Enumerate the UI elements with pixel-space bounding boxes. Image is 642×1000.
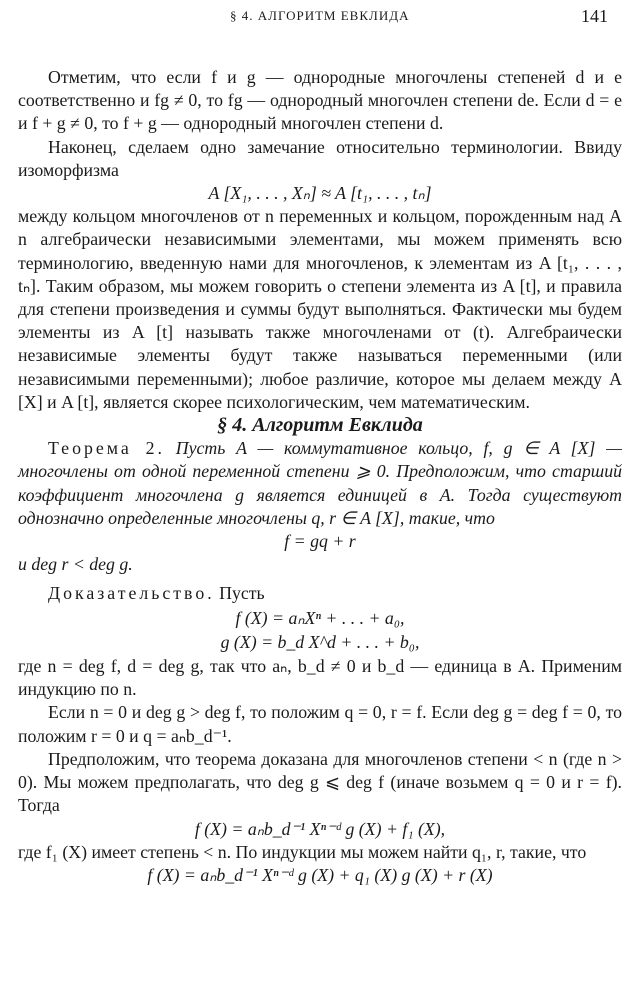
formula-f: f (X) = aₙXⁿ + . . . + a₀,	[235, 607, 405, 628]
formula-isomorphism: A [X₁, . . . , Xₙ] ≈ A [t₁, . . . , tₙ]	[208, 183, 432, 204]
formula-division: f = gq + r	[284, 531, 356, 552]
running-head: § 4. АЛГОРИТМ ЕВКЛИДА	[230, 8, 410, 23]
page-body	[18, 66, 622, 887]
theorem-statement: Пусть A — коммутативное кольцо, f, g ∈ A [X] — многочлены от одной переменной степени ⩾ 0. Предположим, что старший коэффициент многочлена g является единицей в A. Тогда существуют однозначно определенные многочлены q, r ∈ A [X], такие, что	[18, 438, 622, 528]
proof-paragraph	[18, 582, 622, 605]
page-number: 141	[581, 6, 608, 26]
theorem-label: Теорема 2.	[48, 438, 165, 459]
paragraph-f1: где f₁ (X) имеет степень < n. По индукции мы можем найти q₁, r, такие, что	[18, 841, 587, 862]
section-heading: § 4. Алгоритм Евклида	[217, 414, 423, 437]
paragraph-variables: между кольцом многочленов от n переменных и кольцом, порожденным над A n алгебраически независимыми элементами, мы можем применять всю терминологию, введенную нами для многочленов, к элементам из A [t₁, . . . , tₙ]. Таким образом, мы можем говорить о степени элемента из A [t], и правила для степени произведения и суммы будут выполняться. Фактически мы будем элементы из A [t] называть также многочленами от (t). Алгебраически независимые элементы будут также называться переменными (или независимыми переменными); любое различие, которое мы делаем между A [X] и A [t], является скорее психологическим, чем математическим.	[18, 206, 622, 412]
formula-g: g (X) = b_d X^d + . . . + b₀,	[220, 631, 420, 652]
paragraph-induction: Предположим, что теорема доказана для многочленов степени < n (где n > 0). Мы можем предполагать, что deg g ⩽ deg f (иначе возьмем q = 0 и r = f). Тогда	[18, 748, 622, 816]
paragraph-homogeneous: Отметим, что если f и g — однородные многочлены степеней d и e соответственно и fg ≠ 0, то fg — однородный многочлен степени de. Если d = e и f + g ≠ 0, то f + g — однородный многочлен степени d.	[18, 67, 622, 134]
formula-final: f (X) = aₙb_d⁻¹ Xⁿ⁻ᵈ g (X) + q₁ (X) g (X) + r (X)	[147, 864, 493, 885]
proof-start: Пусть	[219, 583, 265, 604]
paragraph-terminology: Наконец, сделаем одно замечание относительно терминологии. Ввиду изоморфизма	[18, 136, 622, 180]
paragraph-degrees: где n = deg f, d = deg g, так что aₙ, b_d ≠ 0 и b_d — единица в A. Применим индукцию по n.	[18, 656, 622, 700]
proof-label: Доказательство.	[48, 583, 215, 604]
paragraph-base-case: Если n = 0 и deg g > deg f, то положим q = 0, r = f. Если deg g = deg f = 0, то положим r = 0 и q = aₙb_d⁻¹.	[18, 702, 622, 746]
theorem-paragraph	[18, 437, 622, 530]
formula-f-decomposition: f (X) = aₙb_d⁻¹ Xⁿ⁻ᵈ g (X) + f₁ (X),	[194, 818, 446, 839]
theorem-tail: и deg r < deg g.	[18, 554, 133, 575]
